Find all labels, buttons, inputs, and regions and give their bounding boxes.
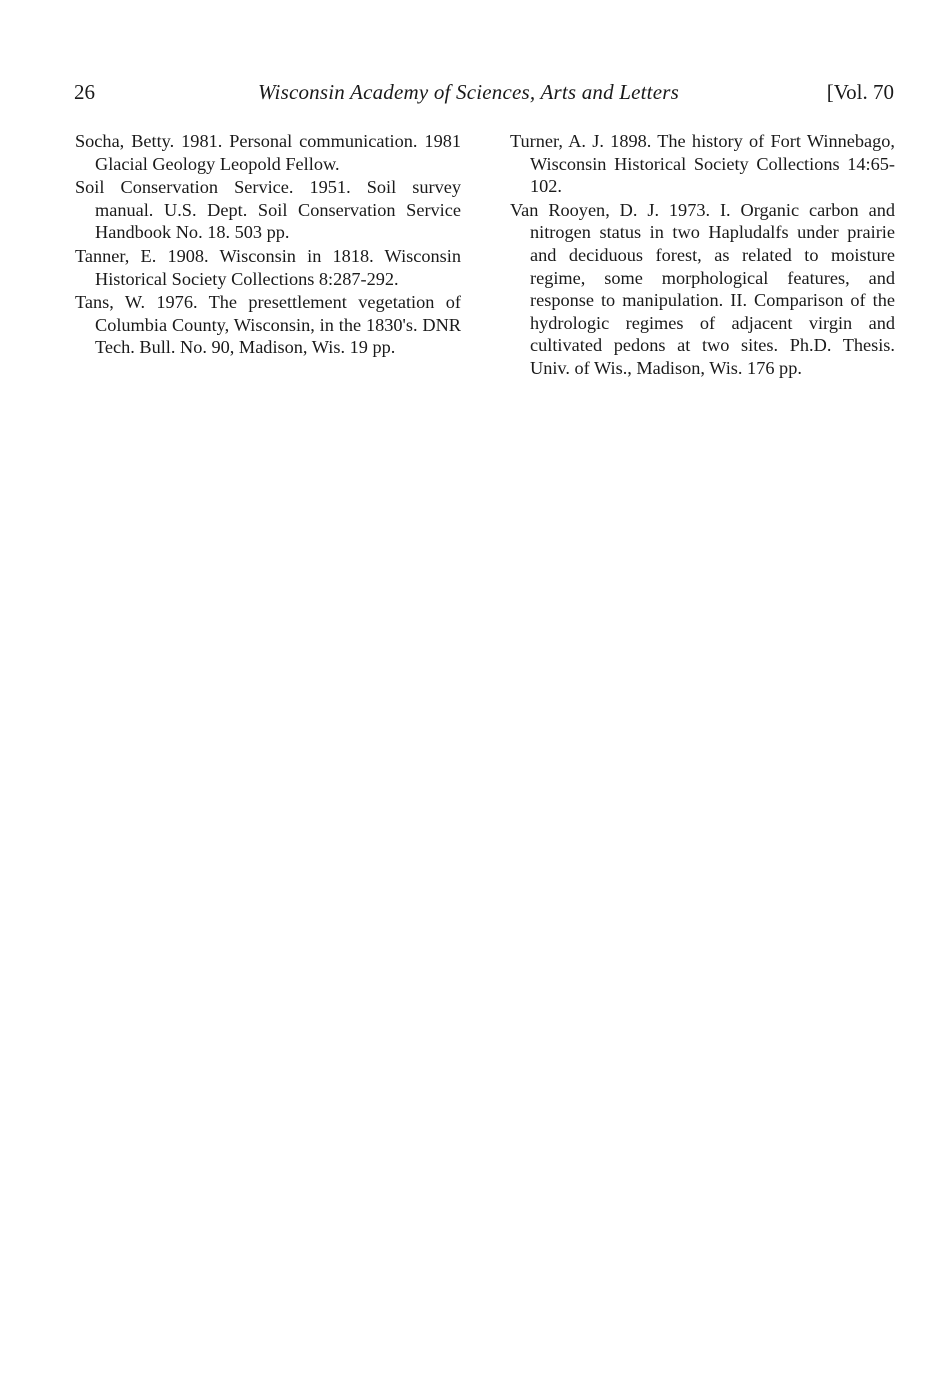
running-title: Wisconsin Academy of Sciences, Arts and Letters [258,80,679,104]
reference-entry: Van Rooyen, D. J. 1973. I. Organic carbon and nitrogen status in two Hapludalfs under prairie and deciduous forest, as related to moisture regime, some morphological features, and response to manipulation. II. Comparison of the hydrologic regimes of adjacent virgin and cultivated pedons at two sites. Ph.D. Thesis. Univ. of Wis., Madison, Wis. 176 pp. [510,199,895,378]
references-right-column [510,130,895,381]
reference-entry: Turner, A. J. 1898. The history of Fort Winnebago, Wisconsin Historical Society Collections 14:65-102. [510,131,895,197]
page-header [74,80,894,110]
reference-entry: Tanner, E. 1908. Wisconsin in 1818. Wisconsin Historical Society Collections 8:287-292. [75,245,461,289]
reference-entry: Socha, Betty. 1981. Personal communication. 1981 Glacial Geology Leopold Fellow. [75,131,461,174]
volume-label: [Vol. 70 [826,80,894,104]
reference-entry: Tans, W. 1976. The presettlement vegetation of Columbia County, Wisconsin, in the 1830's. DNR Tech. Bull. No. 90, Madison, Wis. 19 pp. [75,292,461,358]
reference-entry: Soil Conservation Service. 1951. Soil survey manual. U.S. Dept. Soil Conservation Service Handbook No. 18. 503 pp. [75,177,461,243]
references-left-column [75,130,461,360]
page-number: 26 [74,80,95,104]
